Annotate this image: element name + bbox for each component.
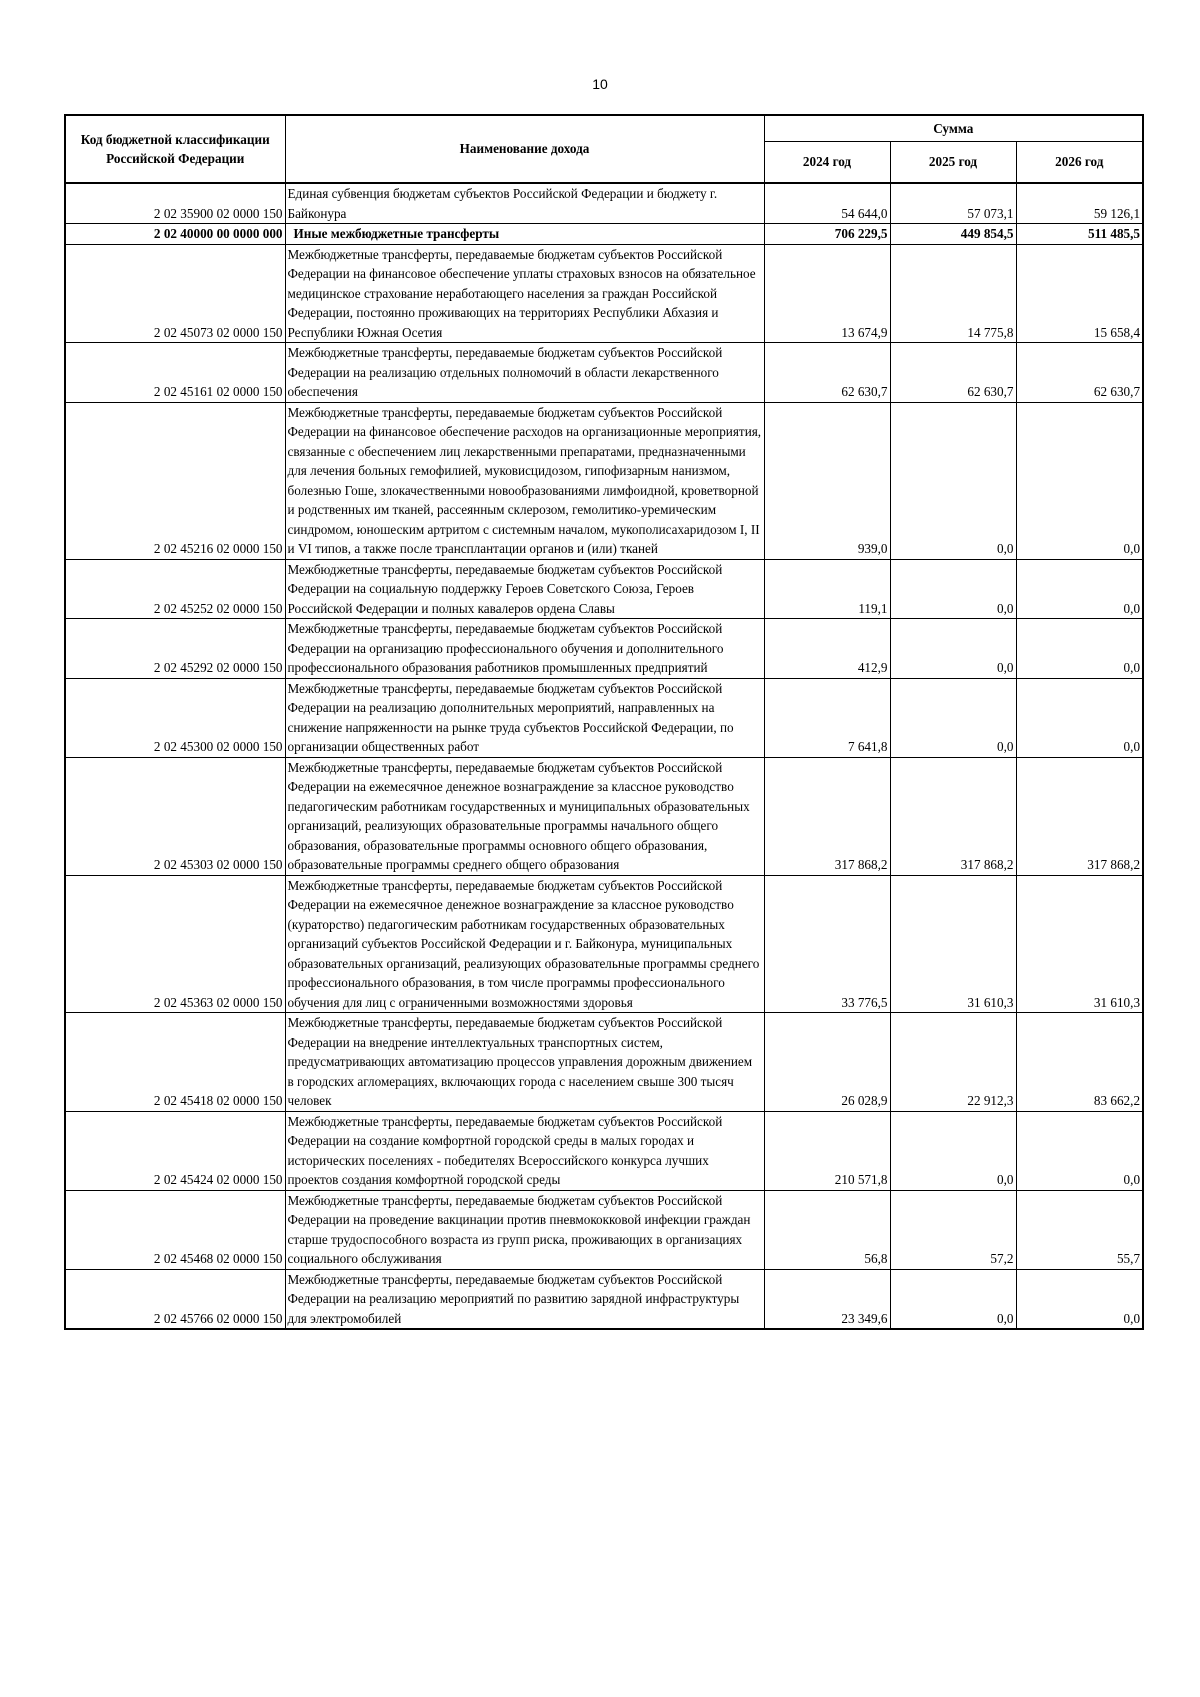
row-name: Межбюджетные трансферты, передаваемые бюджетам субъектов Российской Федерации на ежемесячное денежное вознаграждение за классное руководство (кураторство) педагогическим работникам государственных образовательных организаций субъектов Российской Федерации и г. Байконура, муниципальных образовательных организаций, реализующих образовательные программы среднего профессионального образования, в том числе программы профессионального обучения для лиц с ограниченными возможностями здоровья: [285, 875, 764, 1013]
row-sum-2024: 56,8: [764, 1190, 890, 1269]
row-sum-2025: 22 912,3: [890, 1013, 1016, 1112]
row-name: Межбюджетные трансферты, передаваемые бюджетам субъектов Российской Федерации на реализацию мероприятий по развитию зарядной инфраструктуры для электромобилей: [285, 1269, 764, 1329]
table-body: [65, 183, 1143, 1329]
header-sum: Сумма: [764, 115, 1143, 141]
row-name: Межбюджетные трансферты, передаваемые бюджетам субъектов Российской Федерации на проведение вакцинации против пневмококковой инфекции граждан старше трудоспособного возраста из групп риска, проживающих в организациях социального обслуживания: [285, 1190, 764, 1269]
row-sum-2025: 0,0: [890, 402, 1016, 559]
row-code: 2 02 45216 02 0000 150: [65, 402, 285, 559]
row-name: Межбюджетные трансферты, передаваемые бюджетам субъектов Российской Федерации на реализацию дополнительных мероприятий, направленных на снижение напряженности на рынке труда субъектов Российской Федерации, по организации общественных работ: [285, 678, 764, 757]
row-sum-2025: 62 630,7: [890, 343, 1016, 403]
row-code: 2 02 45252 02 0000 150: [65, 559, 285, 619]
row-sum-2026: 0,0: [1016, 559, 1143, 619]
row-sum-2024: 706 229,5: [764, 224, 890, 245]
table-row: [65, 244, 1143, 343]
row-sum-2024: 62 630,7: [764, 343, 890, 403]
row-sum-2024: 26 028,9: [764, 1013, 890, 1112]
row-code: 2 02 45073 02 0000 150: [65, 244, 285, 343]
row-code: 2 02 45303 02 0000 150: [65, 757, 285, 875]
row-code: 2 02 45418 02 0000 150: [65, 1013, 285, 1112]
row-sum-2025: 0,0: [890, 678, 1016, 757]
row-sum-2026: 0,0: [1016, 678, 1143, 757]
row-code: 2 02 45468 02 0000 150: [65, 1190, 285, 1269]
row-sum-2026: 15 658,4: [1016, 244, 1143, 343]
row-sum-2024: 7 641,8: [764, 678, 890, 757]
row-sum-2026: 317 868,2: [1016, 757, 1143, 875]
row-code: 2 02 45300 02 0000 150: [65, 678, 285, 757]
row-name: Межбюджетные трансферты, передаваемые бюджетам субъектов Российской Федерации на финансовое обеспечение уплаты страховых взносов на обязательное медицинское страхование неработающего населения за граждан Российской Федерации, постоянно проживающих на территориях Республики Абхазия и Республики Южная Осетия: [285, 244, 764, 343]
row-sum-2026: 59 126,1: [1016, 183, 1143, 224]
row-sum-2025: 0,0: [890, 619, 1016, 679]
table-row: [65, 402, 1143, 559]
row-sum-2024: 412,9: [764, 619, 890, 679]
row-sum-2024: 13 674,9: [764, 244, 890, 343]
table-row: [65, 1013, 1143, 1112]
header-year-2026: 2026 год: [1016, 141, 1143, 183]
row-sum-2024: 119,1: [764, 559, 890, 619]
row-sum-2026: 55,7: [1016, 1190, 1143, 1269]
row-sum-2025: 0,0: [890, 1111, 1016, 1190]
row-code: 2 02 45766 02 0000 150: [65, 1269, 285, 1329]
row-sum-2025: 31 610,3: [890, 875, 1016, 1013]
row-code: 2 02 40000 00 0000 000: [65, 224, 285, 245]
row-sum-2025: 57 073,1: [890, 183, 1016, 224]
table-row-total: [65, 224, 1143, 245]
row-name: Межбюджетные трансферты, передаваемые бюджетам субъектов Российской Федерации на финансовое обеспечение расходов на организационные мероприятия, связанные с обеспечением лиц лекарственными препаратами, предназначенными для лечения больных гемофилией, муковисцидозом, гипофизарным нанизмом, болезнью Гоше, злокачественными новообразованиями лимфоидной, кроветворной и родственных им тканей, рассеянным склерозом, гемолитико-уремическим синдромом, юношеским артритом с системным началом, мукополисахаридозом I, II и VI типов, а также после трансплантации органов и (или) тканей: [285, 402, 764, 559]
row-sum-2026: 0,0: [1016, 1269, 1143, 1329]
row-sum-2024: 317 868,2: [764, 757, 890, 875]
table-header: [65, 115, 1143, 183]
row-code: 2 02 45424 02 0000 150: [65, 1111, 285, 1190]
table-row: [65, 1111, 1143, 1190]
row-sum-2024: 54 644,0: [764, 183, 890, 224]
row-name: Межбюджетные трансферты, передаваемые бюджетам субъектов Российской Федерации на организацию профессионального обучения и дополнительного профессионального образования работников промышленных предприятий: [285, 619, 764, 679]
row-name: Единая субвенция бюджетам субъектов Российской Федерации и бюджету г. Байконура: [285, 183, 764, 224]
row-name: Межбюджетные трансферты, передаваемые бюджетам субъектов Российской Федерации на реализацию отдельных полномочий в области лекарственного обеспечения: [285, 343, 764, 403]
row-sum-2025: 14 775,8: [890, 244, 1016, 343]
header-name: Наименование дохода: [285, 115, 764, 183]
row-name: Межбюджетные трансферты, передаваемые бюджетам субъектов Российской Федерации на внедрение интеллектуальных транспортных систем, предусматривающих автоматизацию процессов управления дорожным движением в городских агломерациях, включающих города с населением свыше 300 тысяч человек: [285, 1013, 764, 1112]
row-sum-2026: 83 662,2: [1016, 1013, 1143, 1112]
row-sum-2026: 0,0: [1016, 619, 1143, 679]
table-row: [65, 1269, 1143, 1329]
table-row: [65, 678, 1143, 757]
row-code: 2 02 45292 02 0000 150: [65, 619, 285, 679]
row-sum-2025: 0,0: [890, 1269, 1016, 1329]
header-year-2024: 2024 год: [764, 141, 890, 183]
header-code: Код бюджетной классификации Российской Федерации: [65, 115, 285, 183]
budget-table: [64, 114, 1144, 1330]
table-row: [65, 757, 1143, 875]
row-sum-2024: 23 349,6: [764, 1269, 890, 1329]
row-sum-2026: 511 485,5: [1016, 224, 1143, 245]
row-name: Межбюджетные трансферты, передаваемые бюджетам субъектов Российской Федерации на социальную поддержку Героев Советского Союза, Героев Российской Федерации и полных кавалеров ордена Славы: [285, 559, 764, 619]
row-name: Межбюджетные трансферты, передаваемые бюджетам субъектов Российской Федерации на ежемесячное денежное вознаграждение за классное руководство педагогическим работникам государственных и муниципальных образовательных организаций, реализующих образовательные программы начального общего образования, образовательные программы основного общего образования, образовательные программы среднего общего образования: [285, 757, 764, 875]
row-sum-2025: 317 868,2: [890, 757, 1016, 875]
row-code: 2 02 45363 02 0000 150: [65, 875, 285, 1013]
row-code: 2 02 35900 02 0000 150: [65, 183, 285, 224]
row-name: Межбюджетные трансферты, передаваемые бюджетам субъектов Российской Федерации на создание комфортной городской среды в малых городах и исторических поселениях - победителях Всероссийского конкурса лучших проектов создания комфортной городской среды: [285, 1111, 764, 1190]
table-row: [65, 875, 1143, 1013]
row-sum-2026: 0,0: [1016, 402, 1143, 559]
row-sum-2026: 62 630,7: [1016, 343, 1143, 403]
row-code: 2 02 45161 02 0000 150: [65, 343, 285, 403]
row-sum-2024: 33 776,5: [764, 875, 890, 1013]
row-sum-2025: 57,2: [890, 1190, 1016, 1269]
row-sum-2024: 210 571,8: [764, 1111, 890, 1190]
row-sum-2026: 0,0: [1016, 1111, 1143, 1190]
table-row: [65, 619, 1143, 679]
table-row: [65, 1190, 1143, 1269]
row-name: Иные межбюджетные трансферты: [285, 224, 764, 245]
header-year-2025: 2025 год: [890, 141, 1016, 183]
page-number: 10: [592, 76, 608, 92]
row-sum-2026: 31 610,3: [1016, 875, 1143, 1013]
row-sum-2025: 0,0: [890, 559, 1016, 619]
row-sum-2025: 449 854,5: [890, 224, 1016, 245]
table-row: [65, 343, 1143, 403]
table-row: [65, 183, 1143, 224]
table-row: [65, 559, 1143, 619]
row-sum-2024: 939,0: [764, 402, 890, 559]
